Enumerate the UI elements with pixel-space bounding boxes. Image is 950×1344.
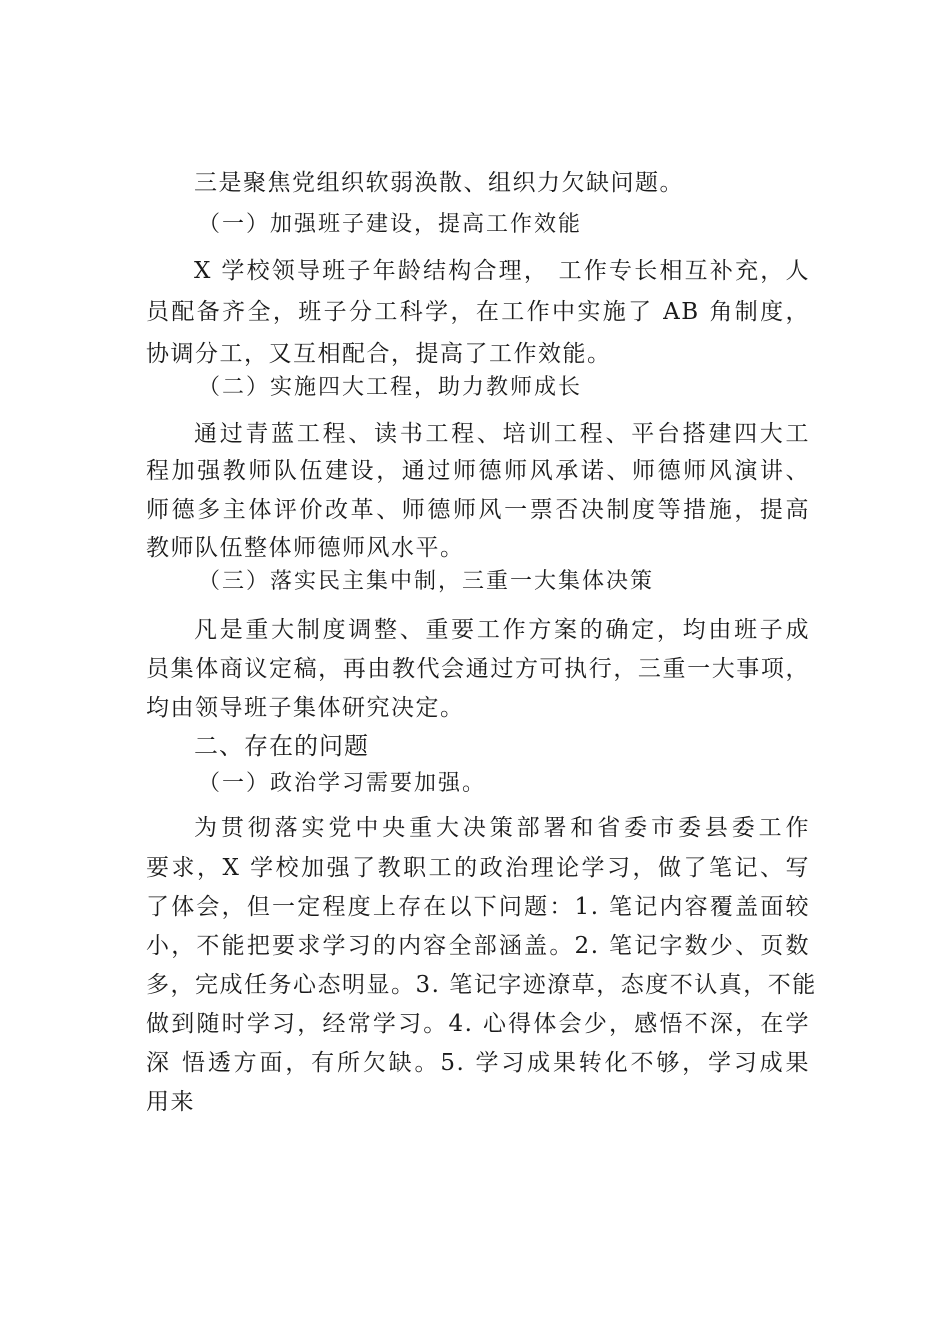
paragraph-line: 用来 (146, 1089, 195, 1115)
paragraph-line: 要求，X 学校加强了教职工的政治理论学习，做了笔记、写 (146, 855, 810, 881)
paragraph-line: 员配备齐全，班子分工科学，在工作中实施了 AB 角制度， (146, 299, 810, 325)
section-heading: （二）实施四大工程，助力教师成长 (198, 375, 583, 400)
paragraph-line: 多，完成任务心态明显。3. 笔记字迹潦草，态度不认真，不能 (146, 972, 817, 998)
paragraph-line: 员集体商议定稿，再由教代会通过方可执行，三重一大事项， (146, 656, 810, 682)
section-heading: （三）落实民主集中制，三重一大集体决策 (198, 569, 655, 594)
paragraph-line: 通过青蓝工程、读书工程、培训工程、平台搭建四大工 (194, 421, 810, 447)
paragraph-line: X 学校领导班子年龄结构合理， 工作专长相互补充，人 (194, 258, 810, 284)
paragraph-line: 小，不能把要求学习的内容全部涵盖。2. 笔记字数少、页数 (146, 933, 810, 959)
paragraph-line: 为贯彻落实党中央重大决策部署和省委市委县委工作 (194, 815, 810, 841)
paragraph-line: 做到随时学习，经常学习。4. 心得体会少，感悟不深，在学 (146, 1011, 810, 1037)
paragraph-line: 教师队伍整体师德师风水平。 (146, 535, 465, 561)
paragraph-line: 师德多主体评价改革、师德师风一票否决制度等措施，提高 (146, 497, 810, 523)
paragraph-line: 程加强教师队伍建设，通过师德师风承诺、师德师风演讲、 (146, 458, 810, 484)
paragraph-line: 三是聚焦党组织软弱涣散、组织力欠缺问题。 (194, 170, 684, 196)
paragraph-line: 了体会，但一定程度上存在以下问题：1. 笔记内容覆盖面较 (146, 894, 810, 920)
paragraph-line: 均由领导班子集体研究决定。 (146, 695, 465, 721)
section-heading: （一）政治学习需要加强。 (198, 771, 487, 796)
chapter-heading: 二、存在的问题 (194, 732, 369, 760)
paragraph-line: 凡是重大制度调整、重要工作方案的确定，均由班子成 (194, 617, 810, 643)
paragraph-line: 协调分工，又互相配合，提高了工作效能。 (146, 341, 612, 367)
section-heading: （一）加强班子建设，提高工作效能 (198, 212, 583, 237)
paragraph-line: 深 悟透方面，有所欠缺。5. 学习成果转化不够，学习成果 (146, 1050, 810, 1076)
